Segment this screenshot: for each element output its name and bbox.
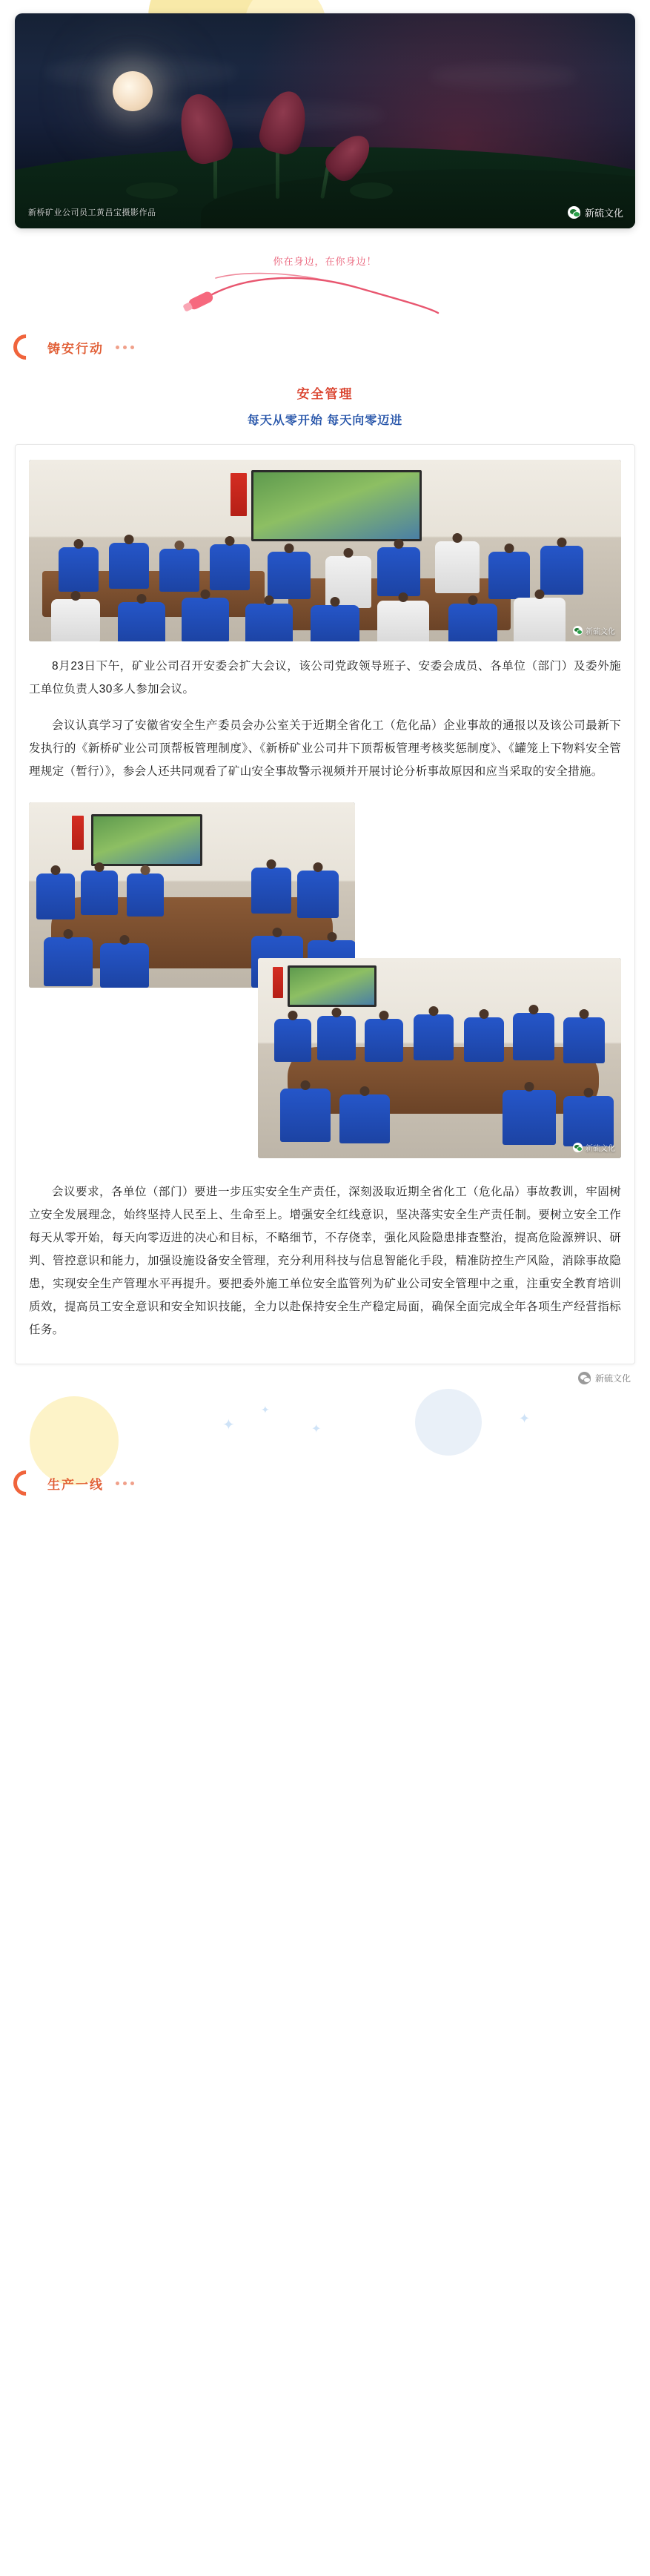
sparkle-icon: ✦ — [519, 1411, 531, 1426]
attendee — [245, 604, 293, 641]
footer-decoration — [0, 1389, 650, 1500]
photo-watermark-label: 新硫文化 — [586, 1145, 615, 1153]
decorative-blob-blue-bottom — [415, 1389, 482, 1456]
attendee — [36, 873, 75, 919]
attendee — [377, 601, 429, 641]
tagline: 你在身边，在你身边！ — [273, 256, 377, 267]
meeting-photo-1 — [29, 460, 621, 641]
footer-brand — [0, 1372, 631, 1384]
attendee — [182, 598, 229, 641]
article-card — [15, 444, 635, 1364]
photo-watermark — [573, 1142, 615, 1153]
attendee — [317, 1016, 356, 1060]
footer-brand-label: 新硫文化 — [594, 1373, 631, 1384]
attendee — [488, 552, 530, 599]
attendee — [59, 547, 99, 592]
hero-photo — [15, 13, 635, 228]
projector-screen — [251, 470, 422, 541]
attendee — [435, 541, 480, 593]
attendee — [503, 1090, 556, 1145]
page-subtitle: 每天从零开始 每天向零迈进 — [247, 415, 403, 427]
article-paragraph-3: 会议要求，各单位（部门）要进一步压实安全生产责任，深刻汲取近期全省化工（危化品）事故教训，牢固树立安全发展理念，始终坚持人民至上、生命至上。增强安全红线意识，坚决落实安全生产责任制。要树立安全工作每天从零开始，每天向零迈进的决心和目标，不略细节，不存侥幸，强化风险隐患排查整治，提高危险源辨识、研判、管控意识和能力，加强设施设备安全管理，充分利用科技与信息智能化手段，精准防控生产风险，消除事故隐患，实现安全生产管理水平再提升。要把委外施工单位安全监管列为矿业公司安全管理中之重，注重安全教育培训质效，提高员工安全意识和安全知识技能，全力以赴保持安全生产稳定局面，确保全面完成全年各项生产经营指标任务。 — [29, 1186, 621, 1336]
attendee — [118, 602, 165, 641]
photo-watermark — [573, 625, 615, 636]
ribbon-icon — [177, 272, 474, 324]
attendee — [100, 943, 149, 988]
sparkle-icon: ✦ — [261, 1404, 270, 1416]
cloud-decoration — [430, 65, 578, 87]
hero-image — [15, 13, 635, 228]
attendee — [414, 1014, 454, 1060]
attendee — [563, 1096, 614, 1146]
attendee — [540, 546, 583, 595]
attendee — [44, 937, 93, 986]
flag-icon — [231, 473, 247, 516]
wechat-icon — [568, 206, 580, 219]
wechat-icon — [573, 1143, 583, 1152]
page-title: 安全管理 — [296, 387, 354, 401]
section-header-top — [0, 330, 650, 364]
projector-screen — [91, 814, 202, 866]
sparkle-icon: ✦ — [222, 1417, 235, 1433]
hero-brand-label: 新硫文化 — [584, 208, 623, 219]
section-header-bottom — [13, 1470, 134, 1496]
attendee — [109, 543, 149, 589]
attendee — [210, 544, 250, 590]
attendee — [297, 871, 339, 918]
attendee — [377, 547, 420, 596]
hero-brand — [568, 205, 623, 219]
attendee — [311, 605, 359, 641]
lotus-leaf — [126, 182, 178, 199]
attendee — [339, 1094, 390, 1143]
article-paragraph-2: 会议认真学习了安徽省安全生产委员会办公室关于近期全省化工（危化品）企业事故的通报以及该公司最新下发执行的《新桥矿业公司顶帮板管理制度》、《新桥矿业公司井下顶帮板管理考核奖惩制度》、《罐笼上下物料安全管理规定（暂行）》，参会人还共同观看了矿山安全事故警示视频并开展讨论分析事故原因和应当采取的安全措施。 — [29, 719, 621, 778]
attendee — [127, 873, 164, 917]
attendee — [51, 599, 100, 641]
attendee — [268, 552, 311, 599]
article-paragraph-1: 8月23日下午，矿业公司召开安委会扩大会议，该公司党政领导班子、安委会成员、各单位（部门）及委外施工单位负责人30多人参加会议。 — [29, 660, 621, 696]
sparkle-icon: ✦ — [311, 1423, 322, 1436]
attendee — [464, 1017, 504, 1062]
attendee — [159, 549, 199, 592]
attendee — [81, 871, 118, 915]
attendee — [514, 598, 566, 641]
meeting-photo-3 — [258, 958, 621, 1158]
projector-screen — [288, 965, 377, 1007]
attendee — [365, 1019, 403, 1062]
flag-icon — [273, 967, 283, 998]
attendee — [251, 868, 291, 914]
lotus-leaf — [350, 182, 393, 199]
attendee — [448, 604, 497, 641]
dot-decoration — [116, 1482, 134, 1485]
arc-icon — [8, 329, 44, 365]
attendee — [513, 1013, 554, 1060]
flag-icon — [72, 816, 84, 850]
attendee — [563, 1017, 605, 1063]
wechat-icon — [573, 626, 583, 635]
photo-credit: 新桥矿业公司员工黄昌宝摄影作品 — [28, 208, 156, 217]
attendee — [280, 1089, 331, 1142]
dot-decoration — [116, 346, 134, 349]
wechat-icon — [578, 1372, 591, 1384]
photo-watermark-label: 新硫文化 — [586, 628, 615, 636]
ribbon-decoration — [0, 272, 650, 324]
attendee — [274, 1019, 311, 1062]
moon-icon — [113, 71, 153, 111]
arc-icon — [8, 1465, 44, 1501]
section-title-bottom: 生产一线 — [47, 1477, 104, 1492]
section-title-top: 铸安行动 — [47, 341, 104, 356]
